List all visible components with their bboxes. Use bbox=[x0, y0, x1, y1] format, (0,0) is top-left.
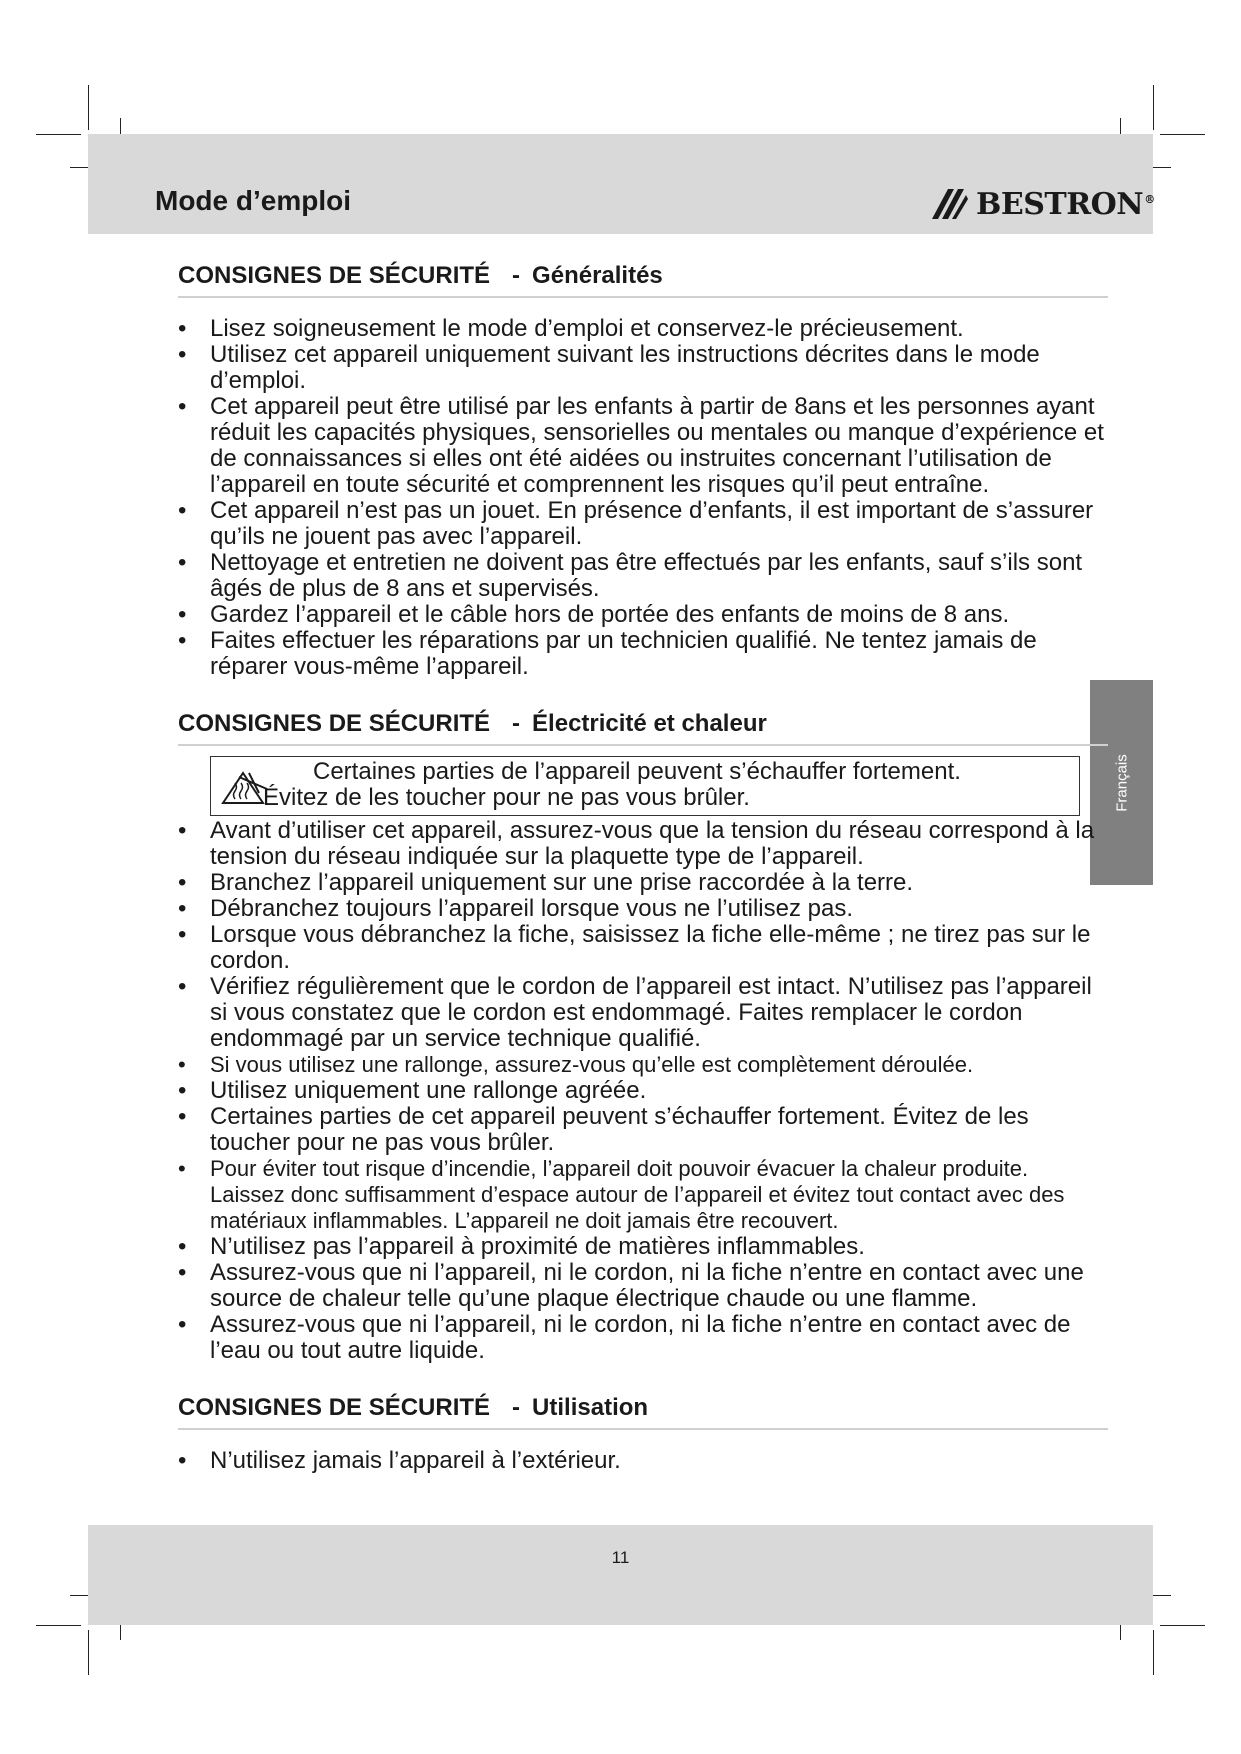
crop-mark bbox=[88, 85, 89, 130]
warning-line-2: Évitez de les toucher pour ne pas vous brûler. bbox=[263, 784, 750, 811]
list-item: • Avant d’utiliser cet appareil, assurez-vous que la tension du réseau correspond à la tension du réseau indiquée sur la plaquette type de l’appareil. bbox=[178, 818, 1108, 870]
section-heading-general: CONSIGNES DE SÉCURITÉ - Généralités bbox=[178, 262, 1108, 298]
hot-surface-warning-icon bbox=[219, 769, 269, 807]
brand-chevron-icon bbox=[930, 187, 970, 221]
section-heading-electricity: CONSIGNES DE SÉCURITÉ - Électricité et chaleur bbox=[178, 710, 1108, 746]
bullet-list-usage bbox=[178, 1448, 1108, 1474]
list-item: • Faites effectuer les réparations par un technicien qualifié. Ne tentez jamais de réparer vous-même l’appareil. bbox=[178, 628, 1108, 680]
list-item: • Lorsque vous débranchez la fiche, saisissez la fiche elle-même ; ne tirez pas sur le cordon. bbox=[178, 922, 1108, 974]
page-title: Mode d’emploi bbox=[155, 185, 351, 216]
section-heading-usage: CONSIGNES DE SÉCURITÉ - Utilisation bbox=[178, 1394, 1108, 1430]
footer-band bbox=[88, 1525, 1153, 1625]
list-item: • Utilisez cet appareil uniquement suivant les instructions décrites dans le mode d’emploi. bbox=[178, 342, 1108, 394]
crop-mark bbox=[1153, 1630, 1154, 1675]
list-item: • Cet appareil peut être utilisé par les enfants à partir de 8ans et les personnes ayant réduit les capacités physiques, sensorielles ou mentales ou manque d’expérience et de connaissances si elles ont été aidées ou instruites concernant l’utilisation de l’appareil en toute sécurité et comprennent les risques qu’il peut entraîne. bbox=[178, 394, 1108, 498]
warning-line-1: Certaines parties de l’appareil peuvent s’échauffer fortement. bbox=[313, 758, 961, 785]
list-item: • Cet appareil n’est pas un jouet. En présence d’enfants, il est important de s’assurer qu’ils ne jouent pas avec l’appareil. bbox=[178, 498, 1108, 550]
list-item: • Gardez l’appareil et le câble hors de portée des enfants de moins de 8 ans. bbox=[178, 602, 1108, 628]
crop-mark bbox=[36, 134, 81, 135]
crop-mark bbox=[1160, 134, 1205, 135]
bullet-list-electricity bbox=[178, 818, 1108, 1364]
language-tab-label: Français bbox=[1113, 753, 1130, 812]
page-number: 11 bbox=[611, 1548, 630, 1567]
list-item: • Branchez l’appareil uniquement sur une prise raccordée à la terre. bbox=[178, 870, 1108, 896]
main-content bbox=[178, 262, 1108, 1504]
list-item: • Débranchez toujours l’appareil lorsque vous ne l’utilisez pas. bbox=[178, 896, 1108, 922]
crop-mark bbox=[36, 1625, 81, 1626]
list-item: • Nettoyage et entretien ne doivent pas être effectués par les enfants, sauf s’ils sont âgés de plus de 8 ans et supervisés. bbox=[178, 550, 1108, 602]
list-item: • Utilisez uniquement une rallonge agréée. bbox=[178, 1078, 1108, 1104]
list-item: • Assurez-vous que ni l’appareil, ni le cordon, ni la fiche n’entre en contact avec une source de chaleur telle qu’une plaque électrique chaude ou une flamme. bbox=[178, 1260, 1108, 1312]
brand-logo bbox=[930, 184, 1155, 224]
list-item: • Certaines parties de cet appareil peuvent s’échauffer fortement. Évitez de les toucher pour ne pas vous brûler. bbox=[178, 1104, 1108, 1156]
list-item: • N’utilisez jamais l’appareil à l’extérieur. bbox=[178, 1448, 1108, 1474]
list-item: • Si vous utilisez une rallonge, assurez-vous qu’elle est complètement déroulée. bbox=[178, 1052, 1108, 1078]
list-item: • Vérifiez régulièrement que le cordon de l’appareil est intact. N’utilisez pas l’appareil si vous constatez que le cordon est endommagé. Faites remplacer le cordon endommagé par un service technique qualifié. bbox=[178, 974, 1108, 1052]
list-item: • Pour éviter tout risque d’incendie, l’appareil doit pouvoir évacuer la chaleur produite. Laissez donc suffisamment d’espace autour de l’appareil et évitez tout contact avec des matériaux inflammables. L’appareil ne doit jamais être recouvert. bbox=[178, 1156, 1108, 1234]
bullet-list-general bbox=[178, 316, 1108, 680]
brand-name: BESTRON® bbox=[976, 186, 1155, 222]
list-item: • Lisez soigneusement le mode d’emploi et conservez-le précieusement. bbox=[178, 316, 1108, 342]
crop-mark bbox=[88, 1630, 89, 1675]
list-item: • N’utilisez pas l’appareil à proximité de matières inflammables. bbox=[178, 1234, 1108, 1260]
brand-registered-mark: ® bbox=[1144, 192, 1155, 206]
crop-mark bbox=[1153, 85, 1154, 130]
crop-mark bbox=[1160, 1625, 1205, 1626]
hot-surface-warning bbox=[210, 756, 1080, 816]
list-item: • Assurez-vous que ni l’appareil, ni le cordon, ni la fiche n’entre en contact avec de l’eau ou tout autre liquide. bbox=[178, 1312, 1108, 1364]
